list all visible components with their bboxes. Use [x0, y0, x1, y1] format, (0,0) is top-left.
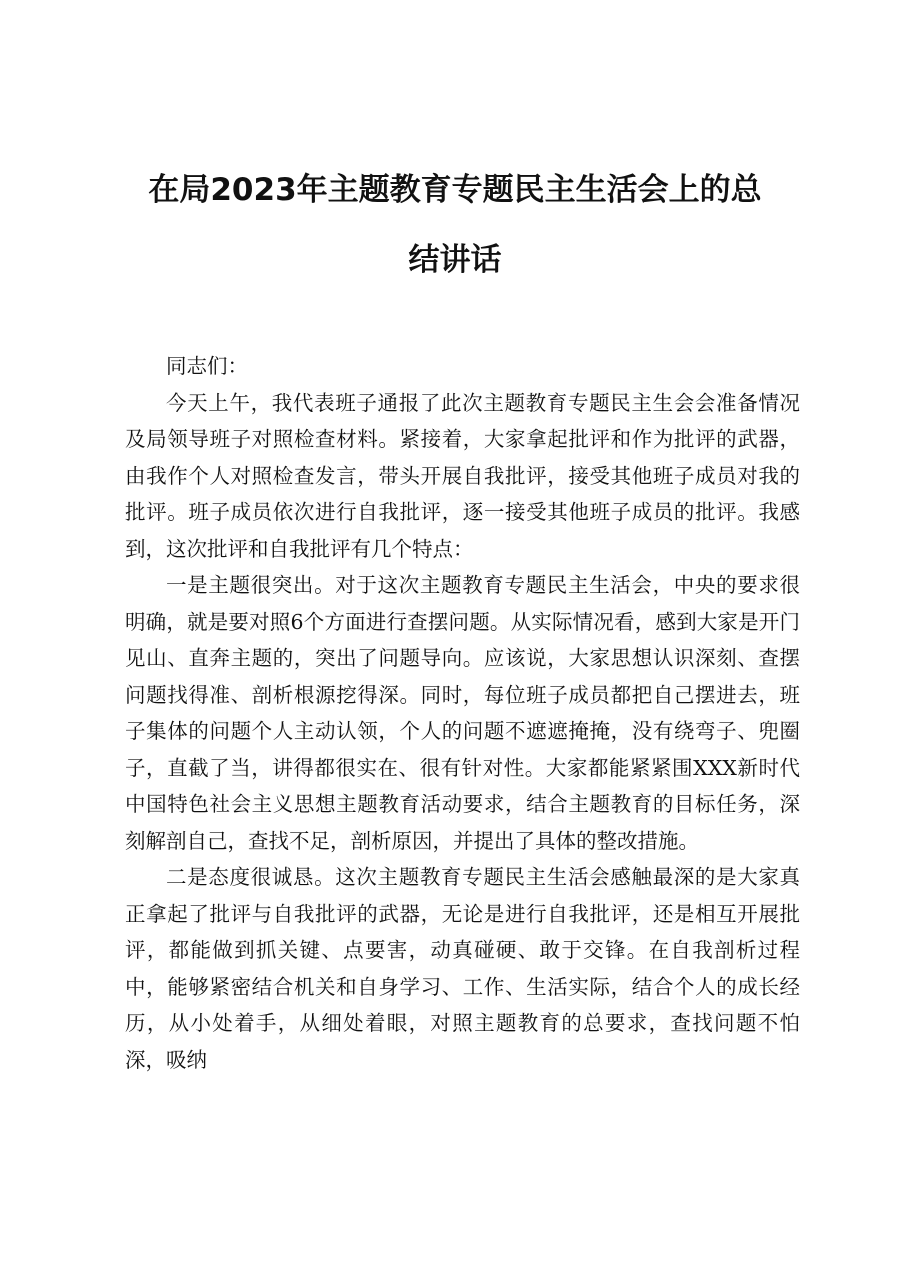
point-one-paragraph: 一是主题很突出。对于这次主题教育专题民主生活会，中央的要求很明确，就是要对照6个方面进行查摆问题。从实际情况看，感到大家是开门见山、直奔主题的，突出了问题导向。应该说，大家思想认识深刻、查摆问题找得准、剖析根源挖得深。同时，每位班子成员都把自己摆进去，班子集体的问题个人主动认领，个人的问题不遮遮掩掩，没有绕弯子、兜圈子，直截了当，讲得都很实在、很有针对性。大家都能紧紧围XXX新时代中国特色社会主义思想主题教育活动要求，结合主题教育的目标任务，深刻解剖自己，查找不足，剖析原因，并提出了具体的整改措施。 — [125, 573, 800, 853]
document-title-line-1: 在局2023年主题教育专题民主生活会上的总 — [148, 172, 762, 208]
intro-paragraph: 今天上午，我代表班子通报了此次主题教育专题民主生会会准备情况及局领导班子对照检查材料。紧接着，大家拿起批评和作为批评的武器，由我作个人对照检查发言，带头开展自我批评，接受其他班子成员对我的批评。班子成员依次进行自我批评，逐一接受其他班子成员的批评。我感到，这次批评和自我批评有几个特点： — [125, 390, 800, 561]
document-body — [125, 348, 800, 1078]
point-two-paragraph: 二是态度很诚恳。这次主题教育专题民主生活会感触最深的是大家真正拿起了批评与自我批评的武器，无论是进行自我批评，还是相互开展批评，都能做到抓关键、点要害，动真碰硬、敢于交锋。在自我剖析过程中，能够紧密结合机关和自身学习、工作、生活实际，结合个人的成长经历，从小处着手，从细处着眼，对照主题教育的总要求，查找问题不怕深，吸纳 — [125, 865, 800, 1072]
salutation-paragraph: 同志们： — [166, 354, 248, 378]
document-title-line-2: 结讲话 — [408, 242, 502, 278]
